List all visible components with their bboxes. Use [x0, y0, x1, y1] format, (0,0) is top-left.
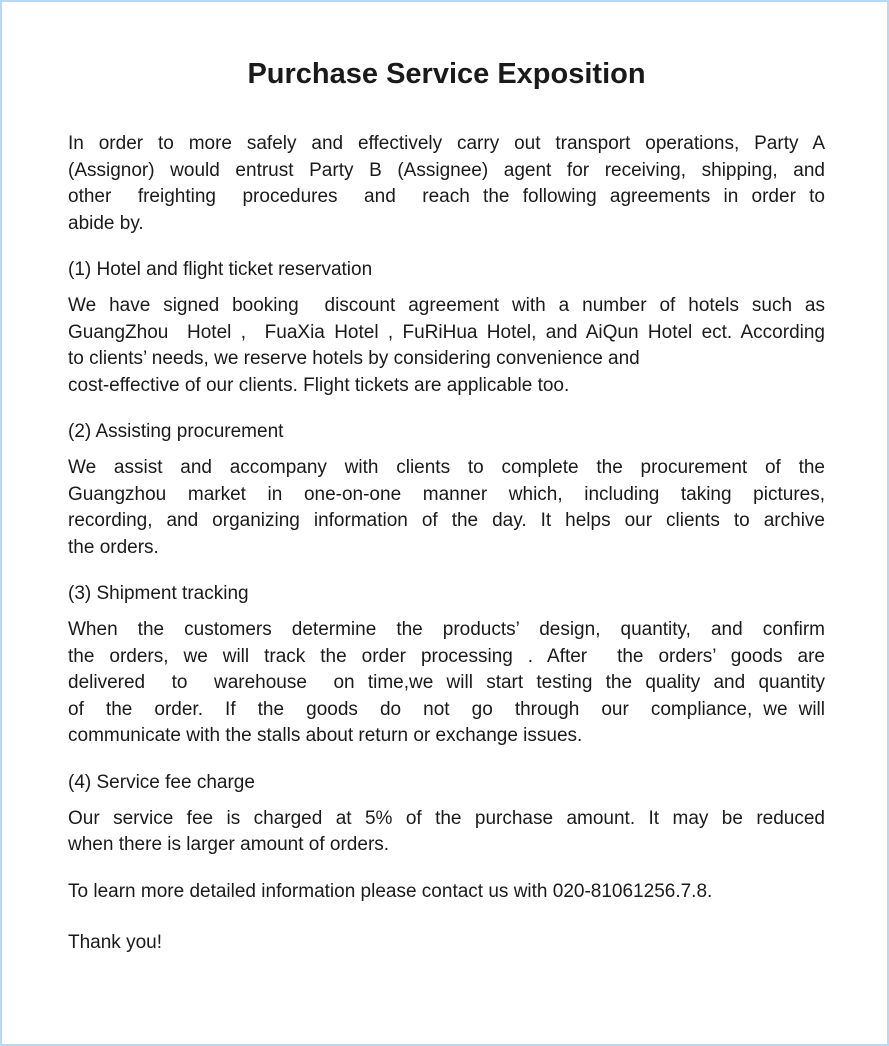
- paragraph-line: when there is larger amount of orders.: [68, 834, 390, 855]
- section-heading: (2) Assisting procurement: [68, 421, 284, 442]
- paragraph-line: When the customers determine the products’ design, quantity, and confirm: [68, 619, 825, 640]
- paragraph-line: GuangZhou Hotel , FuaXia Hotel , FuRiHua Hotel, and AiQun Hotel ect. According: [68, 321, 825, 343]
- section-heading: (4) Service fee charge: [68, 771, 255, 793]
- section-heading: (3) Shipment tracking: [68, 583, 249, 604]
- paragraph-line: (Assignor) would entrust Party B (Assignee) agent for receiving, shipping, and: [68, 159, 825, 181]
- paragraph-line: to clients’ needs, we reserve hotels by considering convenience and: [68, 348, 640, 369]
- closing-line: Thank you!: [68, 932, 162, 953]
- page-title: Purchase Service Exposition: [247, 58, 646, 90]
- intro-paragraph: [68, 131, 825, 237]
- paragraph-line: cost-effective of our clients. Flight tickets are applicable too.: [68, 374, 570, 396]
- paragraph-line: abide by.: [68, 212, 144, 234]
- paragraph-line: Our service fee is charged at 5% of the purchase amount. It may be reduced: [68, 807, 825, 829]
- section-paragraph: [68, 455, 825, 561]
- paragraph-line: the orders, we will track the order processing . After the orders’ goods are: [68, 645, 825, 667]
- paragraph-line: recording, and organizing information of the day. It helps our clients to archive: [68, 510, 825, 531]
- paragraph-line: Guangzhou market in one-on-one manner which, including taking pictures,: [68, 483, 825, 505]
- section-paragraph: [68, 806, 825, 859]
- section-paragraph: [68, 617, 825, 750]
- section-heading: (1) Hotel and flight ticket reservation: [68, 259, 373, 280]
- paragraph-line: delivered to warehouse on time,we will start testing the quality and quantity: [68, 672, 825, 693]
- section-shipment-tracking: [68, 581, 825, 750]
- paragraph-line: of the order. If the goods do not go through our compliance, we will: [68, 698, 825, 720]
- contact-info-line: To learn more detailed information please contact us with 020-81061256.7.8.: [68, 880, 713, 902]
- paragraph-line: We assist and accompany with clients to complete the procurement of the: [68, 457, 825, 478]
- paragraph-line: In order to more safely and effectively carry out transport operations, Party A: [68, 133, 825, 154]
- section-service-fee-charge: [68, 770, 825, 859]
- paragraph-line: communicate with the stalls about return or exchange issues.: [68, 725, 583, 746]
- paragraph-line: the orders.: [68, 536, 159, 558]
- section-hotel-flight-reservation: [68, 257, 825, 399]
- paragraph-line: We have signed booking discount agreement with a number of hotels such as: [68, 295, 825, 316]
- section-assisting-procurement: [68, 419, 825, 561]
- paragraph-line: other freighting procedures and reach the following agreements in order to: [68, 186, 825, 207]
- section-paragraph: [68, 293, 825, 399]
